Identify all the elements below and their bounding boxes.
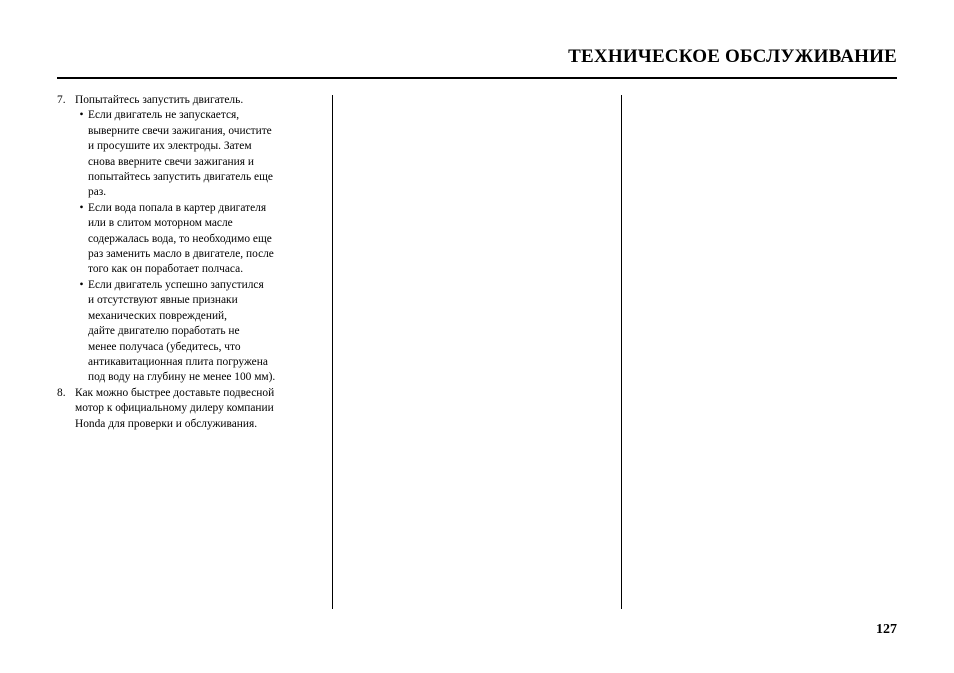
step-text: Как можно быстрее доставьте подвесной мотор к официальному дилеру компании Honda для проверки и обслуживания.: [75, 386, 275, 430]
step-7: [57, 93, 319, 386]
bullet-text: Если двигатель успешно запустился и отсутствуют явные признаки механических повреждений, дайте двигателю поработать не менее получаса (убедитесь, что антикавитационная плита погружена под воду на глубину не менее 100 мм).: [88, 278, 276, 384]
step-number: 7.: [57, 94, 66, 106]
bullet-dot: •: [79, 109, 84, 122]
page-number: 127: [876, 622, 897, 637]
column-divider-right: [621, 95, 622, 609]
bullet-item: [75, 201, 319, 278]
column-divider-left: [332, 95, 333, 609]
header-rule: [57, 77, 897, 79]
step-8: [57, 386, 319, 432]
bullet-text: Если двигатель не запускается, выверните свечи зажигания, очистите и просушите их электроды. Затем снова вверните свечи зажигания и попытайтесь запустить двигатель еще раз.: [88, 109, 273, 199]
bullet-item: [75, 108, 319, 200]
left-column: [57, 93, 319, 432]
step-text: Попытайтесь запустить двигатель.: [75, 94, 244, 106]
bullet-dot: •: [79, 278, 84, 291]
step-number: 8.: [57, 386, 66, 399]
page-title: ТЕХНИЧЕСКОЕ ОБСЛУЖИВАНИЕ: [568, 46, 897, 67]
bullet-item: [75, 278, 319, 386]
bullet-text: Если вода попала в картер двигателя или в слитом моторном масле содержалась вода, то необходимо еще раз заменить масло в двигателе, после того как он поработает полчаса.: [88, 201, 274, 276]
bullet-dot: •: [79, 201, 84, 214]
